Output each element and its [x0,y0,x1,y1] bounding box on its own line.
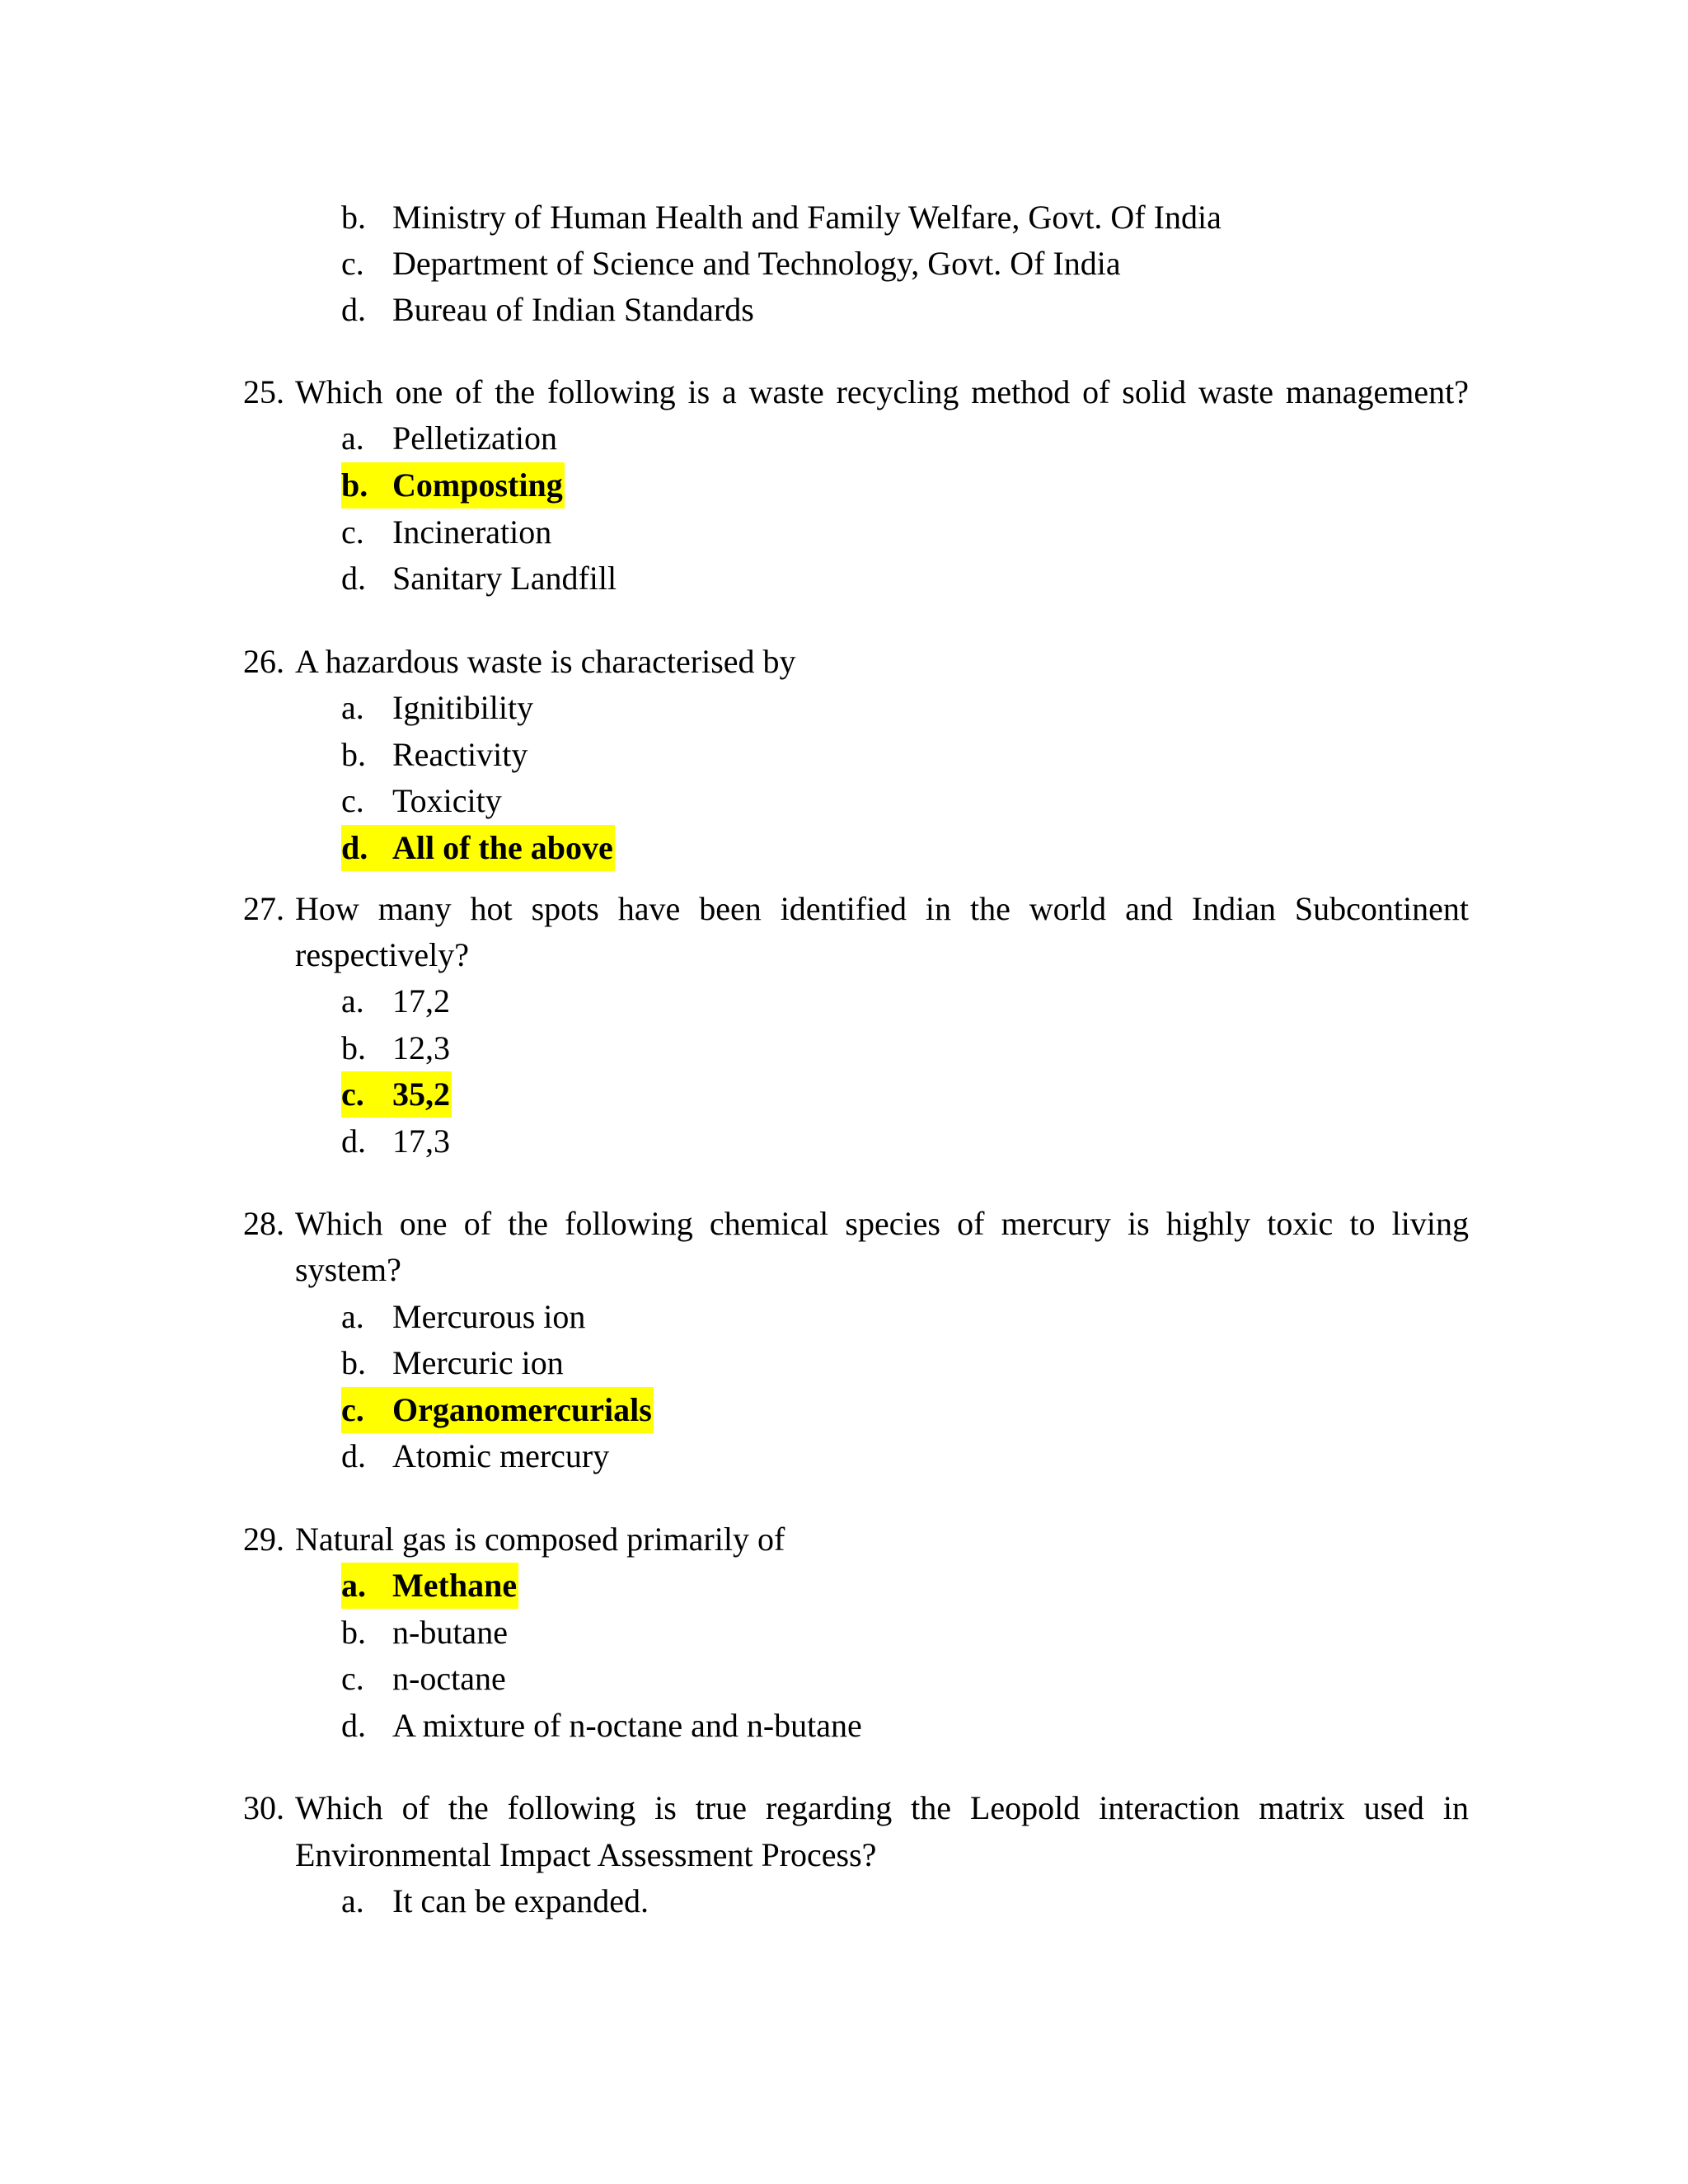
question-26-number: 26. [243,643,284,680]
option-29-d: d. A mixture of n-octane and n-butane [341,1707,862,1744]
option-28-c-correct: c. Organomercurials [341,1387,654,1433]
option-27-d: d. 17,3 [341,1122,450,1160]
question-29-number: 29. [243,1521,284,1558]
option-25-d: d. Sanitary Landfill [341,560,617,597]
question-25-number: 25. [243,373,284,410]
option-26-b: b. Reactivity [341,736,528,773]
option-28-d: d. Atomic mercury [341,1437,610,1474]
option-29-a-correct: a. Methane [341,1563,518,1609]
question-29-text: Natural gas is composed primarily of [295,1521,785,1558]
option-25-c: c. Incineration [341,513,552,551]
question-30-text-line-1: Which of the following is true regarding the Leopold interaction matrix used in [295,1789,1469,1826]
question-30-text-line-2: Environmental Impact Assessment Process? [295,1836,877,1873]
question-27-text-line-2: respectively? [295,936,469,973]
option-26-c: c. Toxicity [341,782,502,819]
option-24-c: c. Department of Science and Technology, Govt. Of India [341,245,1121,282]
question-28-text-line-2: system? [295,1251,401,1288]
option-30-a: a. It can be expanded. [341,1882,649,1919]
option-25-b-correct: b. Composting [341,462,565,509]
question-27-number: 27. [243,890,284,927]
question-28-text-line-1: Which one of the following chemical species of mercury is highly toxic to living [295,1205,1469,1242]
question-28-number: 28. [243,1205,284,1242]
option-26-d-correct: d. All of the above [341,825,615,871]
option-29-b: b. n-butane [341,1614,508,1651]
option-25-a: a. Pelletization [341,419,557,457]
option-24-b: b. Ministry of Human Health and Family Welfare, Govt. Of India [341,199,1221,236]
option-26-a: a. Ignitibility [341,689,534,726]
option-27-c-correct: c. 35,2 [341,1071,452,1118]
question-27-text-line-1: How many hot spots have been identified in the world and Indian Subcontinent [295,890,1469,927]
option-28-a: a. Mercurous ion [341,1298,586,1335]
question-25-text: Which one of the following is a waste recycling method of solid waste management? [295,373,1469,410]
option-24-d: d. Bureau of Indian Standards [341,291,754,328]
option-27-a: a. 17,2 [341,982,450,1019]
option-28-b: b. Mercuric ion [341,1344,564,1381]
option-27-b: b. 12,3 [341,1029,450,1066]
option-29-c: c. n-octane [341,1660,506,1697]
question-30-number: 30. [243,1789,284,1826]
question-26-text: A hazardous waste is characterised by [295,643,796,680]
